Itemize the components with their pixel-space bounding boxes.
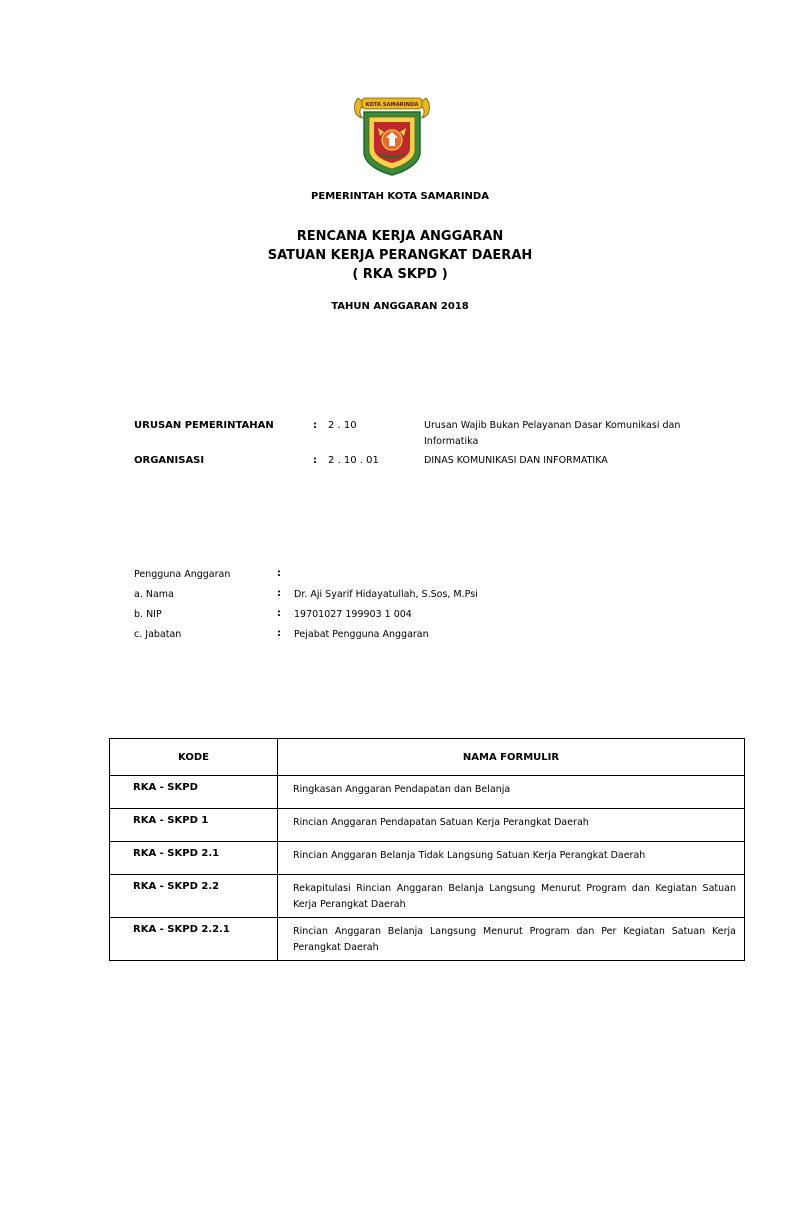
table-header-row	[110, 739, 745, 776]
table-row	[110, 875, 745, 918]
organisasi-separator: :	[313, 455, 317, 466]
document-title-line3: ( RKA SKPD )	[352, 267, 448, 282]
kode-cell: RKA - SKPD 2.2.1	[110, 918, 278, 961]
kode-cell: RKA - SKPD	[110, 776, 278, 809]
jabatan-separator: :	[277, 628, 281, 639]
city-emblem-logo	[352, 92, 432, 176]
kode-cell: RKA - SKPD 2.2	[110, 875, 278, 918]
jabatan-label: c. Jabatan	[134, 629, 182, 640]
formulir-table	[109, 738, 745, 961]
table-row	[110, 776, 745, 809]
nama-formulir-column-header: NAMA FORMULIR	[278, 739, 745, 776]
kode-column-header: KODE	[110, 739, 278, 776]
nama-formulir-cell: Rincian Anggaran Belanja Langsung Menurut Program dan Per Kegiatan Satuan Kerja Perangkat Daerah	[278, 918, 745, 961]
document-title-line2: SATUAN KERJA PERANGKAT DAERAH	[267, 248, 533, 263]
kode-cell: RKA - SKPD 2.1	[110, 842, 278, 875]
table-row	[110, 809, 745, 842]
urusan-label: URUSAN PEMERINTAHAN	[134, 420, 274, 431]
pengguna-separator: :	[277, 568, 281, 579]
table-row	[110, 842, 745, 875]
table-row	[110, 918, 745, 961]
nama-label: a. Nama	[134, 589, 174, 600]
nama-formulir-cell: Rincian Anggaran Belanja Tidak Langsung Satuan Kerja Perangkat Daerah	[278, 842, 745, 875]
jabatan-value: Pejabat Pengguna Anggaran	[294, 629, 429, 640]
logo-ribbon-text: KOTA SAMARINDA	[365, 102, 419, 108]
fiscal-year: TAHUN ANGGARAN 2018	[331, 301, 469, 312]
kode-cell: RKA - SKPD 1	[110, 809, 278, 842]
government-name: PEMERINTAH KOTA SAMARINDA	[311, 191, 489, 202]
urusan-description-line2: Informatika	[424, 436, 479, 447]
organisasi-description: DINAS KOMUNIKASI DAN INFORMATIKA	[424, 455, 608, 466]
nama-separator: :	[277, 588, 281, 599]
document-title-line1: RENCANA KERJA ANGGARAN	[296, 229, 504, 244]
urusan-separator: :	[313, 420, 317, 431]
organisasi-code: 2 . 10 . 01	[328, 455, 379, 466]
nip-value: 19701027 199903 1 004	[294, 609, 412, 620]
pengguna-heading: Pengguna Anggaran	[134, 569, 231, 580]
nama-formulir-cell: Rekapitulasi Rincian Anggaran Belanja Langsung Menurut Program dan Kegiatan Satuan Kerja Perangkat Daerah	[278, 875, 745, 918]
nip-label: b. NIP	[134, 609, 162, 620]
nama-formulir-cell: Ringkasan Anggaran Pendapatan dan Belanja	[278, 776, 745, 809]
nama-formulir-cell: Rincian Anggaran Pendapatan Satuan Kerja Perangkat Daerah	[278, 809, 745, 842]
urusan-description-line1: Urusan Wajib Bukan Pelayanan Dasar Komunikasi dan	[424, 420, 681, 431]
urusan-code: 2 . 10	[328, 420, 357, 431]
nip-separator: :	[277, 608, 281, 619]
nama-value: Dr. Aji Syarif Hidayatullah, S.Sos, M.Psi	[294, 589, 478, 600]
organisasi-label: ORGANISASI	[134, 455, 205, 466]
